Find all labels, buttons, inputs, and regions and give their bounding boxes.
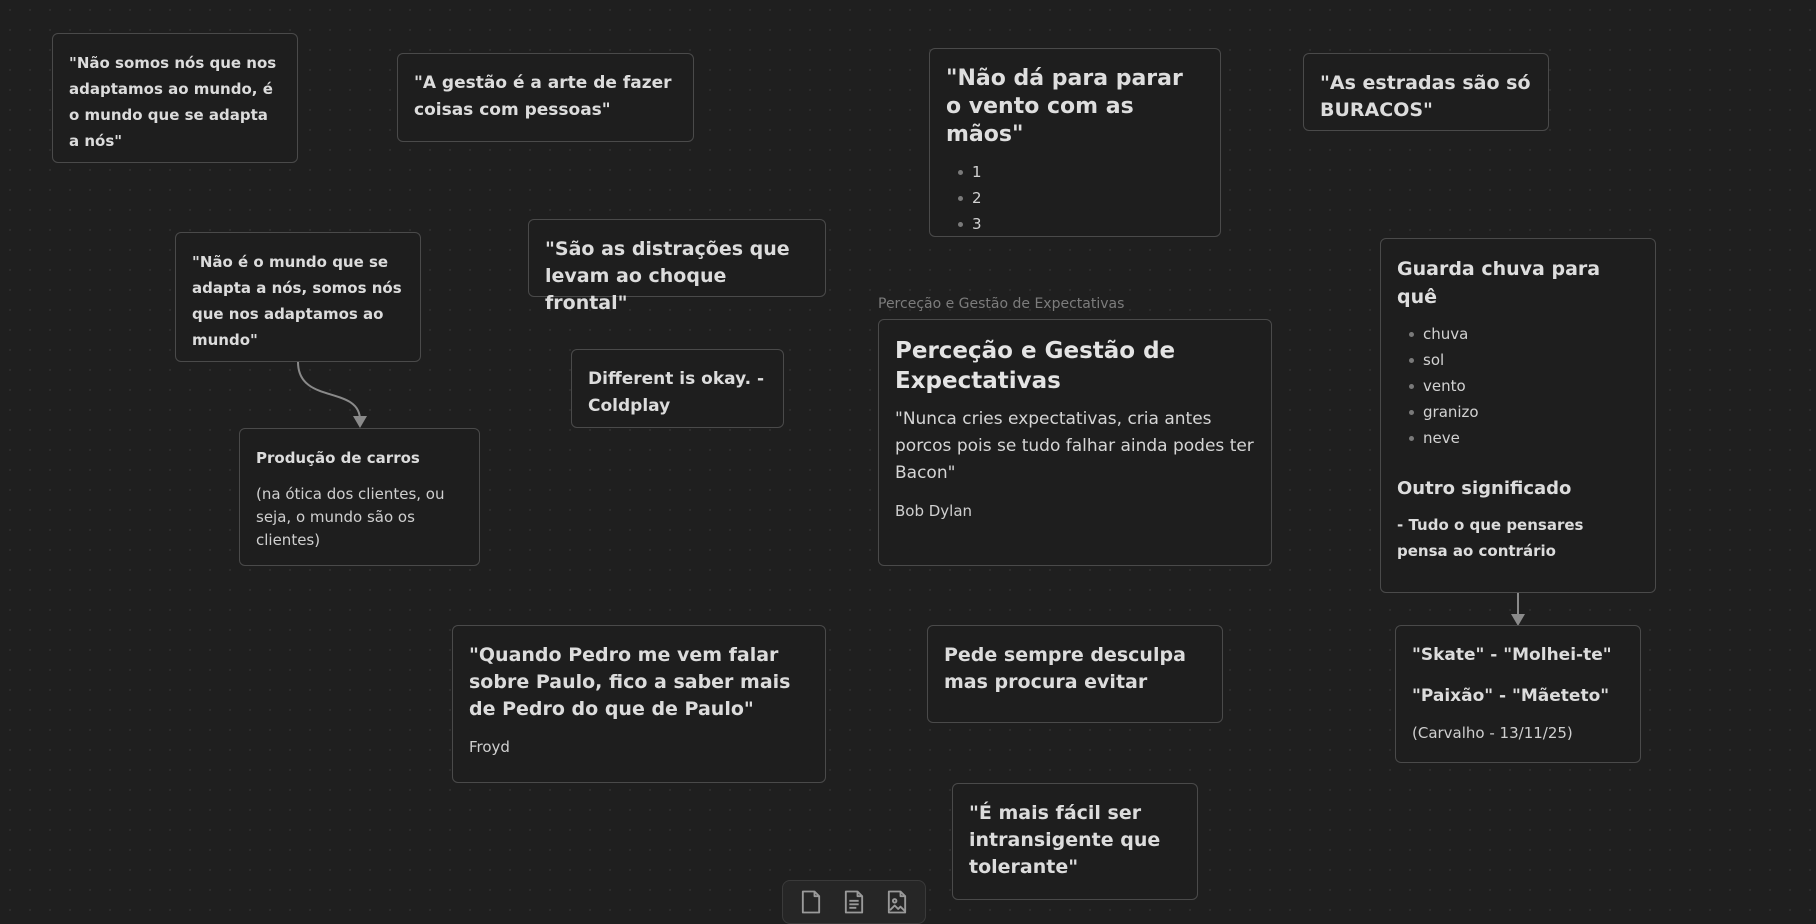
note-text: "Não é o mundo que se adapta a nós, somos nós que nos adaptamos ao mundo" <box>192 253 402 349</box>
note-card-guarda-chuva[interactable] <box>1380 238 1656 593</box>
list-item: sol <box>1409 347 1639 373</box>
note-quote: "Nunca cries expectativas, cria antes porcos pois se tudo falhar ainda podes ter Bacon" <box>895 409 1254 483</box>
note-text: "É mais fácil ser intransigente que tolerante" <box>969 802 1161 878</box>
note-card-producao-carros[interactable] <box>239 428 480 566</box>
note-line: "Paixão" - "Mãeteto" <box>1412 686 1610 706</box>
media-icon[interactable] <box>881 886 913 918</box>
group-label[interactable]: Perceção e Gestão de Expectativas <box>878 296 1125 312</box>
list-item: neve <box>1409 425 1639 451</box>
note-card-estradas-buracos[interactable] <box>1303 53 1549 131</box>
list-item: 3 <box>958 211 1204 237</box>
edge-c5-to-c8-arrowhead <box>353 416 367 428</box>
note-text: "As estradas são só BURACOS" <box>1320 72 1531 121</box>
note-card-expectativas[interactable] <box>878 319 1272 566</box>
canvas-toolbar <box>782 880 926 924</box>
list-item: 1 <box>958 159 1204 185</box>
note-card-different-okay[interactable] <box>571 349 784 428</box>
note-subheading: Outro significado <box>1397 478 1572 499</box>
note-title: Produção de carros <box>256 449 420 467</box>
list-item: granizo <box>1409 399 1639 425</box>
note-author: Bob Dylan <box>895 502 973 520</box>
note-heading: Perceção e Gestão de Expectativas <box>895 338 1176 394</box>
note-line: "Skate" - "Molhei-te" <box>1412 645 1612 665</box>
note-text: Pede sempre desculpa mas procura evitar <box>944 644 1186 693</box>
note-heading: Guarda chuva para quê <box>1397 258 1601 308</box>
note-body: (na ótica dos clientes, ou seja, o mundo são os clientes) <box>256 485 445 549</box>
note-note: (Carvalho - 13/11/25) <box>1412 724 1573 742</box>
note-list <box>1397 321 1639 451</box>
note-card-pede-desculpa[interactable] <box>927 625 1223 723</box>
note-card-vento-maos[interactable] <box>929 48 1221 237</box>
note-text: "A gestão é a arte de fazer coisas com pessoas" <box>414 73 672 120</box>
note-quote: "Quando Pedro me vem falar sobre Paulo, fico a saber mais de Pedro do que de Paulo" <box>469 644 791 720</box>
note-heading: "Não dá para parar o vento com as mãos" <box>946 66 1183 147</box>
note-subtext: - Tudo o que pensares pensa ao contrário <box>1397 516 1584 560</box>
note-card-adaptamos-mundo[interactable] <box>52 33 298 163</box>
edge-c5-to-c8 <box>298 362 360 420</box>
new-note-icon[interactable] <box>795 886 827 918</box>
note-card-gestao-arte[interactable] <box>397 53 694 142</box>
note-card-intransigente[interactable] <box>952 783 1198 900</box>
note-text: "Não somos nós que nos adaptamos ao mundo, é o mundo que se adapta a nós" <box>69 54 277 150</box>
note-card-nos-adaptamos[interactable] <box>175 232 421 362</box>
note-card-skate-paixao[interactable] <box>1395 625 1641 763</box>
note-author: Froyd <box>469 738 510 756</box>
note-list <box>946 159 1204 237</box>
list-item: chuva <box>1409 321 1639 347</box>
note-card-distracoes[interactable] <box>528 219 826 314</box>
file-note-icon[interactable] <box>838 886 870 918</box>
note-text: Different is okay. - Coldplay <box>588 369 765 416</box>
note-text: "São as distrações que levam ao choque frontal" <box>545 238 790 314</box>
list-item: vento <box>1409 373 1639 399</box>
list-item: 2 <box>958 185 1204 211</box>
note-card-pedro-paulo[interactable] <box>452 625 826 783</box>
